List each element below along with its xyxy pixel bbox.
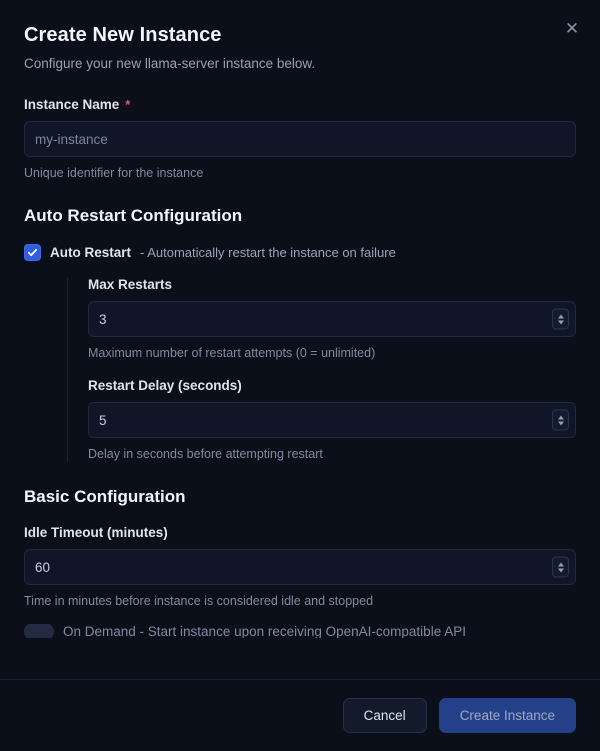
max-restarts-label: Max Restarts: [88, 277, 173, 292]
max-restarts-field: [88, 301, 576, 337]
restart-delay-input[interactable]: [88, 402, 576, 438]
create-instance-button[interactable]: Create Instance: [439, 698, 576, 733]
instance-name-input[interactable]: [24, 121, 576, 157]
restart-delay-field: [88, 402, 576, 438]
auto-restart-section-title: Auto Restart Configuration: [24, 206, 243, 225]
max-restarts-stepper[interactable]: [552, 309, 569, 330]
page-title: Create New Instance: [24, 24, 222, 46]
basic-section-title: Basic Configuration: [24, 487, 186, 506]
auto-restart-label: Auto Restart: [50, 245, 132, 260]
instance-name-help: Unique identifier for the instance: [24, 166, 204, 180]
max-restarts-help: Maximum number of restart attempts (0 = unlimited): [88, 346, 376, 360]
idle-timeout-stepper[interactable]: [552, 557, 569, 578]
checkmark-icon[interactable]: [24, 244, 41, 261]
auto-restart-checkbox-row[interactable]: [24, 244, 576, 261]
restart-delay-help: Delay in seconds before attempting restart: [88, 447, 323, 461]
chevron-up-icon[interactable]: [558, 562, 564, 566]
instance-name-label-text: Instance Name: [24, 97, 120, 112]
chevron-down-icon[interactable]: [558, 568, 564, 572]
idle-timeout-label: Idle Timeout (minutes): [24, 525, 168, 540]
auto-restart-description: - Automatically restart the instance on failure: [140, 245, 396, 260]
dialog-footer: [0, 679, 600, 751]
dialog-subtitle: Configure your new llama-server instance below.: [24, 56, 316, 71]
chevron-up-icon[interactable]: [558, 415, 564, 419]
required-marker: *: [125, 97, 131, 112]
instance-name-label: [24, 97, 576, 112]
chevron-down-icon[interactable]: [558, 320, 564, 324]
idle-timeout-help: Time in minutes before instance is considered idle and stopped: [24, 594, 374, 608]
max-restarts-input[interactable]: [88, 301, 576, 337]
cancel-button[interactable]: Cancel: [343, 698, 427, 733]
toggle-switch[interactable]: [24, 624, 54, 638]
on-demand-row-clipped[interactable]: [24, 624, 576, 638]
close-icon[interactable]: ✕: [560, 16, 584, 40]
restart-delay-label: Restart Delay (seconds): [88, 378, 242, 393]
auto-restart-nested-fields: [67, 277, 576, 461]
on-demand-label: On Demand - Start instance upon receiving OpenAI-compatible API: [63, 624, 466, 638]
chevron-up-icon[interactable]: [558, 314, 564, 318]
idle-timeout-field: [24, 549, 576, 585]
restart-delay-stepper[interactable]: [552, 410, 569, 431]
chevron-down-icon[interactable]: [558, 421, 564, 425]
idle-timeout-input[interactable]: [24, 549, 576, 585]
